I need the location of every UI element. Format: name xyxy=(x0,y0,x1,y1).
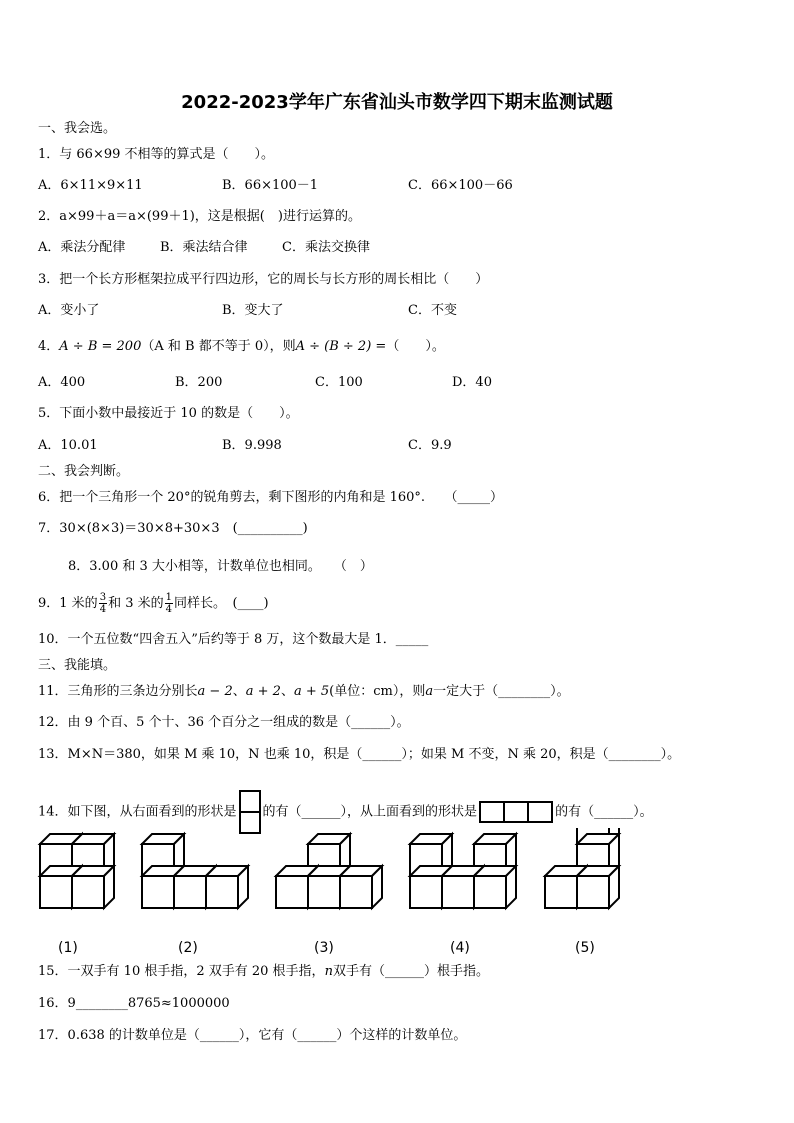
fraction-denominator: 4 xyxy=(99,604,107,615)
question-13: 13．M×N＝380，如果 M 乘 10，N 也乘 10，积是（______）；如果 M 不变，N 乘 20，积是（________）。 xyxy=(38,747,681,762)
question-1-option-c: C．66×100－66 xyxy=(408,178,513,193)
figure-2 xyxy=(142,834,248,956)
question-2-stem: 2．a×99＋a＝a×(99＋1)，这是根据( )进行运算的。 xyxy=(38,209,361,224)
fraction-numerator: 1 xyxy=(165,592,172,603)
question-11-part-c: 一定大于（________）。 xyxy=(433,684,570,699)
question-3-option-c: C．不变 xyxy=(408,303,457,318)
question-11-part-a: 11．三角形的三条边分别长 xyxy=(38,684,198,699)
question-14-part-a: 14．如下图，从右面看到的形状是 xyxy=(38,804,237,820)
page-title: 2022-2023学年广东省汕头市数学四下期末监测试题 xyxy=(181,92,613,113)
question-3-stem: 3．把一个长方形框架拉成平行四边形，它的周长与长方形的周长相比（ ） xyxy=(38,272,489,287)
question-11-part-b: (单位：cm），则 xyxy=(329,684,426,699)
question-15 xyxy=(38,963,489,981)
question-9-part-c: 同样长。 (____) xyxy=(173,596,269,611)
fraction-one-quarter xyxy=(165,592,173,615)
question-2-option-c: C．乘法交换律 xyxy=(282,240,370,255)
question-4-option-b: B．200 xyxy=(175,375,223,390)
question-15-part-a: 15．一双手有 10 根手指，2 双手有 20 根手指， xyxy=(38,964,325,979)
question-10: 10．一个五位数“四舍五入”后约等于 8 万，这个数最大是 1．_____ xyxy=(38,632,429,647)
question-4-option-a: A．400 xyxy=(38,375,86,390)
question-3-option-b: B．变大了 xyxy=(222,303,284,318)
question-9-part-a: 9．1 米的 xyxy=(38,596,98,611)
question-9 xyxy=(38,592,269,615)
question-1-option-a: A．6×11×9×11 xyxy=(38,178,143,193)
question-9-part-b: 和 3 米的 xyxy=(108,596,164,611)
question-4-number: 4． xyxy=(38,339,60,354)
question-2-option-b: B．乘法结合律 xyxy=(160,240,248,255)
question-14-part-b: 的有（______），从上面看到的形状是 xyxy=(262,804,478,820)
question-4-option-d: D．40 xyxy=(452,375,492,390)
section-heading-choice: 一、我会选。 xyxy=(38,121,117,136)
figure-label-4: (4) xyxy=(450,940,470,956)
side-expression-3: a + 5 xyxy=(293,684,330,699)
question-5-option-c: C．9.9 xyxy=(408,438,452,453)
question-4-blank: （ ）。 xyxy=(386,339,445,354)
figure-label-2: (2) xyxy=(178,940,198,956)
question-5-option-a: A．10.01 xyxy=(38,438,98,453)
top-view-shape-icon xyxy=(479,801,553,823)
question-6: 6．把一个三角形一个 20°的锐角剪去，剩下图形的内角和是 160°. （_____） xyxy=(38,490,504,505)
question-5-stem: 5．下面小数中最接近于 10 的数是（ ）。 xyxy=(38,406,299,421)
figure-5 xyxy=(545,828,619,956)
question-3-option-a: A．变小了 xyxy=(38,303,100,318)
figure-4 xyxy=(410,834,516,956)
fraction-three-quarters xyxy=(99,592,107,615)
question-16: 16．9________8765≈1000000 xyxy=(38,996,230,1011)
side-expression-2: a + 2 xyxy=(245,684,281,699)
figure-label-1: (1) xyxy=(58,940,78,956)
variable-a: a xyxy=(425,684,434,699)
question-4-stem xyxy=(38,338,445,356)
question-5-option-b: B．9.998 xyxy=(222,438,282,453)
figure-label-5: (5) xyxy=(575,940,595,956)
figure-3 xyxy=(276,834,382,956)
question-1-stem: 1．与 66×99 不相等的算式是（ ）。 xyxy=(38,147,275,162)
section-heading-fill: 三、我能填。 xyxy=(38,658,117,673)
question-2-option-a: A．乘法分配律 xyxy=(38,240,126,255)
question-17: 17．0.638 的计数单位是（______），它有（______）个这样的计数单位。 xyxy=(38,1028,467,1043)
figure-1 xyxy=(40,834,114,956)
question-11: 11．三角形的三条边分别长a − 2、a + 2、a + 5(单位：cm），则a一定大于（________）。 xyxy=(38,684,570,699)
variable-n: n xyxy=(324,964,333,979)
fraction-denominator: 4 xyxy=(165,604,172,615)
question-4-expression-2: A ÷ (B ÷ 2) = xyxy=(295,339,387,354)
side-expression-1: a − 2 xyxy=(197,684,233,699)
figure-label-3: (3) xyxy=(314,940,334,956)
question-4-option-c: C．100 xyxy=(315,375,363,390)
question-15-part-b: 双手有（______）根手指。 xyxy=(332,964,489,979)
question-14-part-c: 的有（______）。 xyxy=(555,804,653,820)
question-1-option-b: B．66×100－1 xyxy=(222,178,319,193)
question-8: 8．3.00 和 3 大小相等，计数单位也相同。 （ ） xyxy=(68,559,373,574)
question-4-condition: （A 和 B 都不等于 0），则 xyxy=(141,339,296,354)
question-7: 7．30×(8×3)＝30×8+30×3 (__________) xyxy=(38,521,308,536)
cube-figures xyxy=(30,828,630,958)
question-12: 12．由 9 个百、5 个十、36 个百分之一组成的数是（______）。 xyxy=(38,715,410,730)
question-4-expression-1: A ÷ B = 200 xyxy=(59,339,142,354)
fraction-numerator: 3 xyxy=(99,592,107,603)
section-heading-judge: 二、我会判断。 xyxy=(38,464,130,479)
